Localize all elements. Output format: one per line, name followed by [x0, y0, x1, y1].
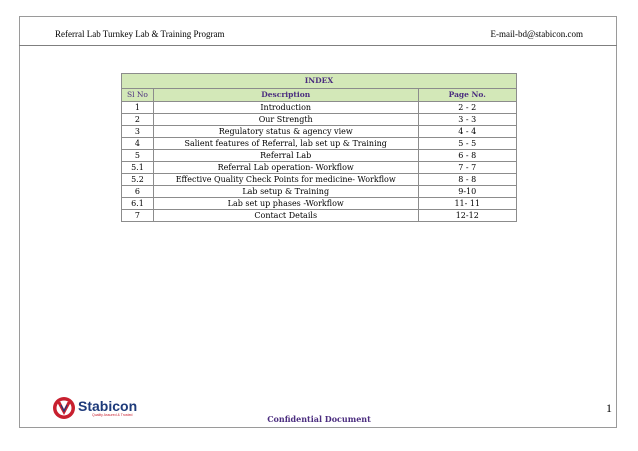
row-description: Salient features of Referral, lab set up & Training: [153, 138, 418, 150]
row-page-no: 2 - 2: [418, 102, 516, 114]
row-page-no: 3 - 3: [418, 114, 516, 126]
row-sl-no: 1: [122, 102, 154, 114]
table-row: [122, 162, 517, 174]
table-row: [122, 174, 517, 186]
row-description: Contact Details: [153, 210, 418, 222]
row-description: Referral Lab operation- Workflow: [153, 162, 418, 174]
row-sl-no: 5.1: [122, 162, 154, 174]
row-description: Introduction: [153, 102, 418, 114]
table-row: [122, 210, 517, 222]
row-description: Lab set up phases -Workflow: [153, 198, 418, 210]
table-row: [122, 102, 517, 114]
table-row: [122, 138, 517, 150]
row-sl-no: 5: [122, 150, 154, 162]
row-page-no: 5 - 5: [418, 138, 516, 150]
index-table: [121, 73, 517, 222]
row-sl-no: 3: [122, 126, 154, 138]
column-header-description: Description: [153, 89, 418, 102]
logo-tagline: Quality Assured & Trusted: [92, 412, 133, 417]
header-email: E-mail-bd@stabicon.com: [490, 29, 583, 39]
index-title-row: [122, 74, 517, 89]
index-title: INDEX: [122, 74, 517, 89]
table-row: [122, 150, 517, 162]
row-sl-no: 4: [122, 138, 154, 150]
row-description: Referral Lab: [153, 150, 418, 162]
row-page-no: 9-10: [418, 186, 516, 198]
column-header-sl-no: Sl No: [122, 89, 154, 102]
page-header: [55, 29, 583, 39]
logo-name: Stabicon: [78, 397, 138, 414]
column-header-page-no: Page No.: [418, 89, 516, 102]
confidential-label: Confidential Document: [267, 414, 371, 424]
table-row: [122, 186, 517, 198]
row-sl-no: 5.2: [122, 174, 154, 186]
table-row: [122, 114, 517, 126]
row-page-no: 4 - 4: [418, 126, 516, 138]
row-page-no: 8 - 8: [418, 174, 516, 186]
row-sl-no: 6.1: [122, 198, 154, 210]
row-sl-no: 6: [122, 186, 154, 198]
row-page-no: 7 - 7: [418, 162, 516, 174]
row-page-no: 11- 11: [418, 198, 516, 210]
table-row: [122, 126, 517, 138]
row-sl-no: 7: [122, 210, 154, 222]
row-description: Effective Quality Check Points for medicine- Workflow: [153, 174, 418, 186]
header-title: Referral Lab Turnkey Lab & Training Program: [55, 29, 225, 39]
row-description: Regulatory status & agency view: [153, 126, 418, 138]
row-page-no: 12-12: [418, 210, 516, 222]
row-description: Our Strength: [153, 114, 418, 126]
page-number: 1: [606, 401, 612, 415]
row-page-no: 6 - 8: [418, 150, 516, 162]
row-description: Lab setup & Training: [153, 186, 418, 198]
row-sl-no: 2: [122, 114, 154, 126]
index-header-row: [122, 89, 517, 102]
header-rule: [19, 45, 617, 46]
table-row: [122, 198, 517, 210]
